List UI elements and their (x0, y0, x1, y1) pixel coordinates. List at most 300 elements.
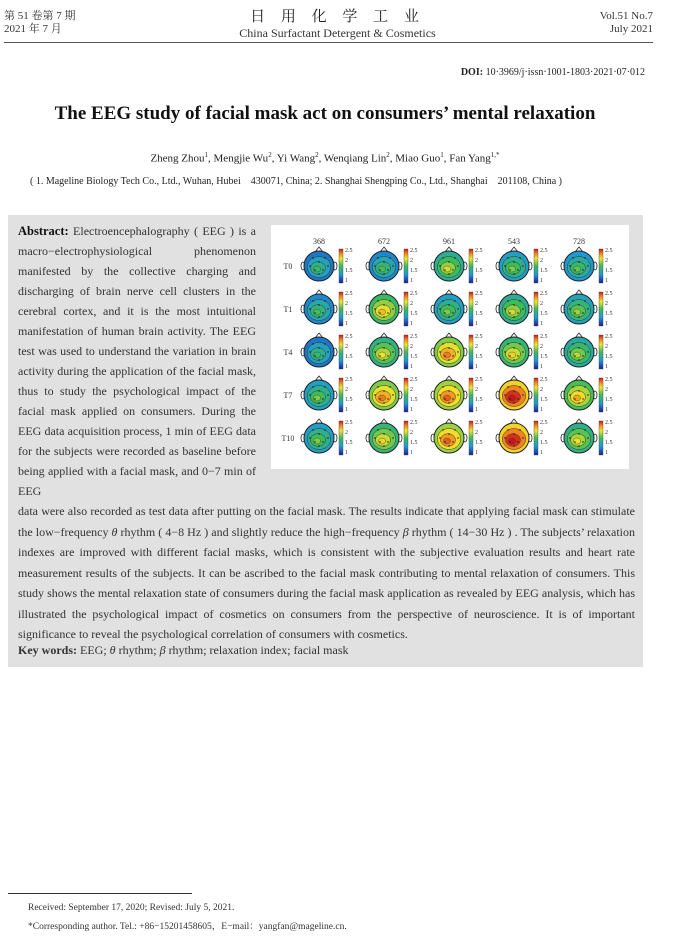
electrode-dot (318, 347, 319, 348)
topomap-contour (508, 352, 515, 358)
electrode-dot (389, 343, 390, 344)
electrode-dot (374, 308, 375, 309)
colorbar-tick: 1 (475, 364, 478, 370)
electrode-dot (322, 398, 323, 399)
abstract-text-part2: data were also recorded as test data after putting on the facial mask. The results indicate that applying facial mask can stimulate the low−frequency (18, 504, 635, 539)
colorbar-tick: 2 (410, 387, 413, 393)
journal-name-cn: 日 用 化 学 工 业 (250, 9, 425, 25)
author-name: Zheng Zhou (150, 152, 205, 165)
electrode-dot (454, 257, 455, 258)
electrode-dot (457, 394, 458, 395)
colorbar-tick: 1 (605, 364, 608, 370)
electrode-dot (439, 308, 440, 309)
colorbar-tick: 2 (345, 387, 348, 393)
electrode-dot (379, 441, 380, 442)
colorbar-tick: 2.5 (605, 420, 613, 426)
doi[interactable] (461, 67, 645, 78)
electrode-dot (572, 343, 573, 344)
header-divider (4, 42, 653, 43)
electrode-dot (507, 386, 508, 387)
electrode-dot (572, 429, 573, 430)
electrode-dot (507, 429, 508, 430)
electrode-dot (582, 398, 583, 399)
electrode-dot (448, 347, 449, 348)
colorbar-tick: 2 (410, 344, 413, 350)
electrode-dot (439, 265, 440, 266)
electrode-dot (522, 394, 523, 395)
electrode-dot (439, 437, 440, 438)
colorbar (404, 335, 408, 369)
affiliations: ( 1. Mageline Biology Tech Co., Ltd., Wuhan, Hubei 430071, China; 2. Shanghai Shengping Co., Ltd., Shanghai 201108, China ) (30, 176, 562, 187)
electrode-dot (318, 261, 319, 262)
column-label: 543 (508, 237, 520, 246)
colorbar-tick: 2 (540, 430, 543, 436)
colorbar (599, 378, 603, 412)
electrode-dot (574, 355, 575, 356)
column-label: 961 (443, 237, 455, 246)
keywords-part2: rhythm; (115, 643, 160, 657)
electrode-dot (574, 441, 575, 442)
electrode-dot (383, 316, 384, 317)
electrode-dot (312, 386, 313, 387)
electrode-dot (322, 355, 323, 356)
electrode-dot (572, 386, 573, 387)
issue-info-en (600, 10, 653, 36)
beta-symbol: β (402, 524, 409, 539)
electrode-dot (379, 398, 380, 399)
electrode-dot (389, 300, 390, 301)
colorbar-tick: 2 (475, 301, 478, 307)
electrode-dot (569, 394, 570, 395)
electrode-dot (584, 429, 585, 430)
electrode-dot (504, 351, 505, 352)
electrode-dot (318, 390, 319, 391)
colorbar-tick: 1 (605, 278, 608, 284)
electrode-dot (578, 390, 579, 391)
electrode-dot (374, 351, 375, 352)
electrode-dot (327, 308, 328, 309)
topomap-contour (443, 438, 450, 444)
electrode-dot (322, 312, 323, 313)
electrode-dot (457, 351, 458, 352)
electrode-dot (509, 312, 510, 313)
colorbar-tick: 2 (410, 301, 413, 307)
colorbar (339, 378, 343, 412)
colorbar (404, 249, 408, 283)
electrode-dot (444, 312, 445, 313)
colorbar-tick: 1.5 (605, 311, 613, 317)
electrode-dot (578, 359, 579, 360)
volume-issue-cn: 第 51 卷第 7 期 (4, 10, 76, 22)
topomap-contour (378, 309, 385, 315)
colorbar-tick: 2 (605, 430, 608, 436)
electrode-dot (379, 355, 380, 356)
colorbar-tick: 1.5 (410, 311, 418, 317)
colorbar-tick: 2 (475, 344, 478, 350)
electrode-dot (442, 257, 443, 258)
electrode-dot (314, 355, 315, 356)
electrode-dot (578, 347, 579, 348)
electrode-dot (383, 304, 384, 305)
electrode-dot (574, 269, 575, 270)
author-affiliation-mark: 2 (386, 151, 390, 159)
electrode-dot (448, 304, 449, 305)
electrode-dot (448, 261, 449, 262)
electrode-dot (383, 433, 384, 434)
colorbar-tick: 2 (345, 344, 348, 350)
colorbar-tick: 1.5 (475, 354, 483, 360)
electrode-dot (318, 359, 319, 360)
electrode-dot (454, 343, 455, 344)
journal-name-en: China Surfactant Detergent & Cosmetics (239, 26, 436, 40)
electrode-dot (318, 433, 319, 434)
colorbar (404, 421, 408, 455)
electrode-dot (584, 300, 585, 301)
colorbar-tick: 1 (540, 321, 543, 327)
topomap-contour (443, 395, 450, 401)
colorbar-tick: 2 (475, 258, 478, 264)
colorbar (469, 421, 473, 455)
electrode-dot (318, 304, 319, 305)
electrode-dot (389, 429, 390, 430)
electrode-dot (387, 312, 388, 313)
colorbar-tick: 2 (345, 430, 348, 436)
volume-issue-en: Vol.51 No.7 (599, 10, 653, 22)
colorbar-tick: 1 (605, 450, 608, 456)
electrode-dot (383, 402, 384, 403)
electrode-dot (374, 394, 375, 395)
electrode-dot (584, 343, 585, 344)
colorbar-tick: 1.5 (475, 440, 483, 446)
colorbar-tick: 1 (540, 278, 543, 284)
topomap-contour (508, 266, 515, 272)
electrode-dot (324, 257, 325, 258)
electrode-dot (309, 308, 310, 309)
electrode-dot (517, 312, 518, 313)
received-date: Received: September 17, 2020; Revised: July 5, 2021. (28, 903, 235, 913)
electrode-dot (374, 265, 375, 266)
colorbar-tick: 1.5 (605, 397, 613, 403)
electrode-dot (513, 316, 514, 317)
electrode-dot (439, 351, 440, 352)
electrode-dot (312, 343, 313, 344)
row-label: T10 (281, 434, 295, 443)
topomap-contour (313, 438, 320, 444)
electrode-dot (444, 355, 445, 356)
column-label: 672 (378, 237, 390, 246)
colorbar-tick: 1 (605, 407, 608, 413)
colorbar-tick: 1 (345, 321, 348, 327)
colorbar-tick: 2 (475, 430, 478, 436)
column-label: 368 (313, 237, 325, 246)
abstract-text-part4: rhythm ( 14−30 Hz ) . The subjects’ relaxation indexes are improved with different facial masks, which is consistent with the subjective evaluation results and heart rate measurement results of the subjects. It can be ascribed to the facial mask contributing to mental relaxation of consumers. This study shows the mental relaxation state of consumers during the facial mask application as revealed by EEG analysis, which has illustrated the psychological impact of cosmetics on consumers from the perspective of neuroscience. It is of important significance to reveal the psychological correlation of consumers with cosmetics. (18, 524, 635, 641)
electrode-dot (442, 386, 443, 387)
electrode-dot (519, 429, 520, 430)
colorbar-tick: 2 (475, 387, 478, 393)
electrode-dot (584, 386, 585, 387)
electrode-dot (448, 402, 449, 403)
electrode-dot (519, 386, 520, 387)
electrode-dot (314, 312, 315, 313)
electrode-dot (569, 308, 570, 309)
electrode-dot (504, 265, 505, 266)
electrode-dot (509, 398, 510, 399)
row-label: T4 (283, 348, 293, 357)
topomap-contour (573, 309, 580, 315)
electrode-dot (383, 347, 384, 348)
keywords-label: Key words: (18, 643, 77, 657)
colorbar-tick: 1 (540, 450, 543, 456)
colorbar (404, 378, 408, 412)
colorbar (534, 249, 538, 283)
electrode-dot (379, 312, 380, 313)
colorbar-tick: 1 (410, 321, 413, 327)
electrode-dot (442, 429, 443, 430)
electrode-dot (439, 394, 440, 395)
doi-value[interactable]: 10·3969/j·issn·1001-1803·2021·07·012 (485, 67, 645, 78)
electrode-dot (322, 269, 323, 270)
author-name: Miao Guo (395, 152, 441, 165)
topomap-contour (508, 395, 515, 401)
colorbar-tick: 2.5 (345, 377, 353, 383)
electrode-dot (578, 433, 579, 434)
electrode-dot (383, 261, 384, 262)
electrode-dot (392, 394, 393, 395)
electrode-dot (377, 429, 378, 430)
abstract-label: Abstract: (18, 224, 69, 238)
date-cn: 2021 年 7 月 (4, 23, 62, 35)
colorbar-tick: 2.5 (540, 377, 548, 383)
electrode-dot (392, 265, 393, 266)
electrode-dot (578, 261, 579, 262)
colorbar-tick: 1.5 (540, 397, 548, 403)
colorbar-tick: 2.5 (540, 248, 548, 254)
electrode-dot (587, 265, 588, 266)
colorbar-tick: 2 (540, 387, 543, 393)
electrode-dot (383, 445, 384, 446)
row-label: T7 (283, 391, 293, 400)
colorbar-tick: 1.5 (475, 397, 483, 403)
colorbar-tick: 2.5 (540, 334, 548, 340)
electrode-dot (457, 437, 458, 438)
electrode-dot (442, 300, 443, 301)
electrode-dot (387, 269, 388, 270)
topomap-contour (443, 309, 450, 315)
colorbar-tick: 2.5 (540, 420, 548, 426)
electrode-dot (504, 308, 505, 309)
electrode-dot (522, 437, 523, 438)
electrode-dot (513, 402, 514, 403)
topomap-contour (573, 395, 580, 401)
colorbar-tick: 2 (605, 258, 608, 264)
author-name: Yi Wang (276, 152, 316, 165)
electrode-dot (457, 308, 458, 309)
colorbar-tick: 2.5 (475, 291, 483, 297)
electrode-dot (322, 441, 323, 442)
electrode-dot (383, 273, 384, 274)
colorbar-tick: 1 (475, 450, 478, 456)
colorbar-tick: 2.5 (605, 334, 613, 340)
electrode-dot (312, 257, 313, 258)
colorbar-tick: 2 (345, 258, 348, 264)
footnote-divider (8, 893, 192, 894)
author-name: Fan Yang (449, 152, 491, 165)
electrode-dot (457, 265, 458, 266)
electrode-dot (578, 316, 579, 317)
colorbar-tick: 1 (410, 278, 413, 284)
electrode-dot (324, 429, 325, 430)
electrode-dot (517, 269, 518, 270)
colorbar-tick: 1.5 (410, 268, 418, 274)
colorbar-tick: 1 (410, 364, 413, 370)
electrode-dot (327, 351, 328, 352)
electrode-dot (522, 265, 523, 266)
electrode-dot (582, 312, 583, 313)
topomap-contour (313, 395, 320, 401)
electrode-dot (584, 257, 585, 258)
colorbar-tick: 2.5 (345, 291, 353, 297)
colorbar-tick: 1 (410, 450, 413, 456)
electrode-dot (507, 343, 508, 344)
electrode-dot (513, 304, 514, 305)
electrode-dot (324, 300, 325, 301)
colorbar-tick: 2 (345, 301, 348, 307)
colorbar (599, 292, 603, 326)
electrode-dot (509, 441, 510, 442)
electrode-dot (452, 355, 453, 356)
author-affiliation-mark: 1,* (490, 151, 500, 159)
electrode-dot (377, 386, 378, 387)
electrode-dot (582, 441, 583, 442)
electrode-dot (504, 437, 505, 438)
electrode-dot (578, 304, 579, 305)
colorbar (534, 378, 538, 412)
electrode-dot (314, 441, 315, 442)
colorbar-tick: 2.5 (410, 291, 418, 297)
electrode-dot (448, 433, 449, 434)
electrode-dot (513, 445, 514, 446)
electrode-dot (513, 347, 514, 348)
colorbar-tick: 2.5 (605, 248, 613, 254)
electrode-dot (387, 398, 388, 399)
electrode-dot (314, 269, 315, 270)
electrode-dot (574, 312, 575, 313)
electrode-dot (587, 308, 588, 309)
colorbar-tick: 1.5 (345, 268, 353, 274)
colorbar-tick: 1 (410, 407, 413, 413)
electrode-dot (448, 316, 449, 317)
colorbar-tick: 1.5 (410, 397, 418, 403)
electrode-dot (587, 351, 588, 352)
topomap-contour (573, 266, 580, 272)
electrode-dot (324, 343, 325, 344)
colorbar-tick: 1 (540, 364, 543, 370)
colorbar-tick: 2.5 (410, 248, 418, 254)
colorbar-tick: 2 (605, 387, 608, 393)
colorbar-tick: 2.5 (605, 291, 613, 297)
colorbar (339, 249, 343, 283)
colorbar-tick: 2.5 (475, 248, 483, 254)
keywords (18, 643, 349, 658)
colorbar-tick: 1.5 (540, 311, 548, 317)
topomap-contour (378, 395, 385, 401)
electrode-dot (454, 300, 455, 301)
electrode-dot (374, 437, 375, 438)
electrode-dot (392, 351, 393, 352)
electrode-dot (513, 273, 514, 274)
electrode-dot (587, 437, 588, 438)
electrode-dot (383, 390, 384, 391)
colorbar-tick: 2.5 (475, 420, 483, 426)
abstract-text-part1: Electroencephalography ( EEG ) is a macro−electrophysiological phenomenon manifested by the collective charging and discharging of brain nerve cell clusters in the cerebral cortex, and it is the most intuitional manifestation of human brain activity. The EEG test was used to understand the variation in brain activity during the application of the facial mask, thus to study the psychological impact of the facial mask applied on consumers. During the EEG data acquisition process, 1 min of EEG data for the subjects were recorded as baseline before being applied with a facial mask, and 0−7 min of EEG (18, 224, 256, 498)
electrode-dot (509, 269, 510, 270)
colorbar-tick: 2.5 (345, 248, 353, 254)
colorbar-tick: 2.5 (345, 420, 353, 426)
topomap-contour (313, 266, 320, 272)
paper-title: The EEG study of facial mask act on consumers’ mental relaxation (54, 103, 596, 124)
colorbar (339, 421, 343, 455)
colorbar-tick: 2.5 (410, 377, 418, 383)
electrode-dot (309, 265, 310, 266)
electrode-dot (582, 269, 583, 270)
colorbar-tick: 2.5 (605, 377, 613, 383)
topomap-contour (443, 266, 450, 272)
electrode-dot (452, 312, 453, 313)
colorbar (469, 335, 473, 369)
colorbar-tick: 1 (345, 278, 348, 284)
electrode-dot (452, 269, 453, 270)
topomap-contour (378, 438, 385, 444)
electrode-dot (387, 355, 388, 356)
electrode-dot (513, 433, 514, 434)
doi-label: DOI: (460, 67, 484, 78)
colorbar (599, 249, 603, 283)
colorbar-tick: 2 (540, 301, 543, 307)
electrode-dot (569, 265, 570, 266)
colorbar-tick: 2.5 (345, 334, 353, 340)
keyword-beta: β (159, 643, 166, 657)
colorbar-tick: 2 (540, 344, 543, 350)
electrode-dot (448, 445, 449, 446)
electrode-dot (448, 390, 449, 391)
author-affiliation-mark: 2 (315, 151, 319, 159)
electrode-dot (578, 273, 579, 274)
electrode-dot (309, 394, 310, 395)
colorbar (599, 335, 603, 369)
electrode-dot (578, 402, 579, 403)
colorbar (534, 421, 538, 455)
electrode-dot (392, 437, 393, 438)
colorbar-tick: 1 (345, 364, 348, 370)
electrode-dot (379, 269, 380, 270)
author-name: Wenqiang Lin (323, 152, 387, 165)
electrode-dot (522, 308, 523, 309)
colorbar (469, 249, 473, 283)
electrode-dot (507, 257, 508, 258)
theta-symbol: θ (111, 524, 118, 539)
colorbar (599, 421, 603, 455)
electrode-dot (507, 300, 508, 301)
topomap-contour (573, 352, 580, 358)
electrode-dot (578, 445, 579, 446)
colorbar-tick: 2.5 (540, 291, 548, 297)
electrode-dot (509, 355, 510, 356)
topomap-contour (443, 352, 450, 358)
electrode-dot (377, 300, 378, 301)
colorbar-tick: 2 (605, 301, 608, 307)
electrode-dot (318, 445, 319, 446)
electrode-dot (517, 355, 518, 356)
